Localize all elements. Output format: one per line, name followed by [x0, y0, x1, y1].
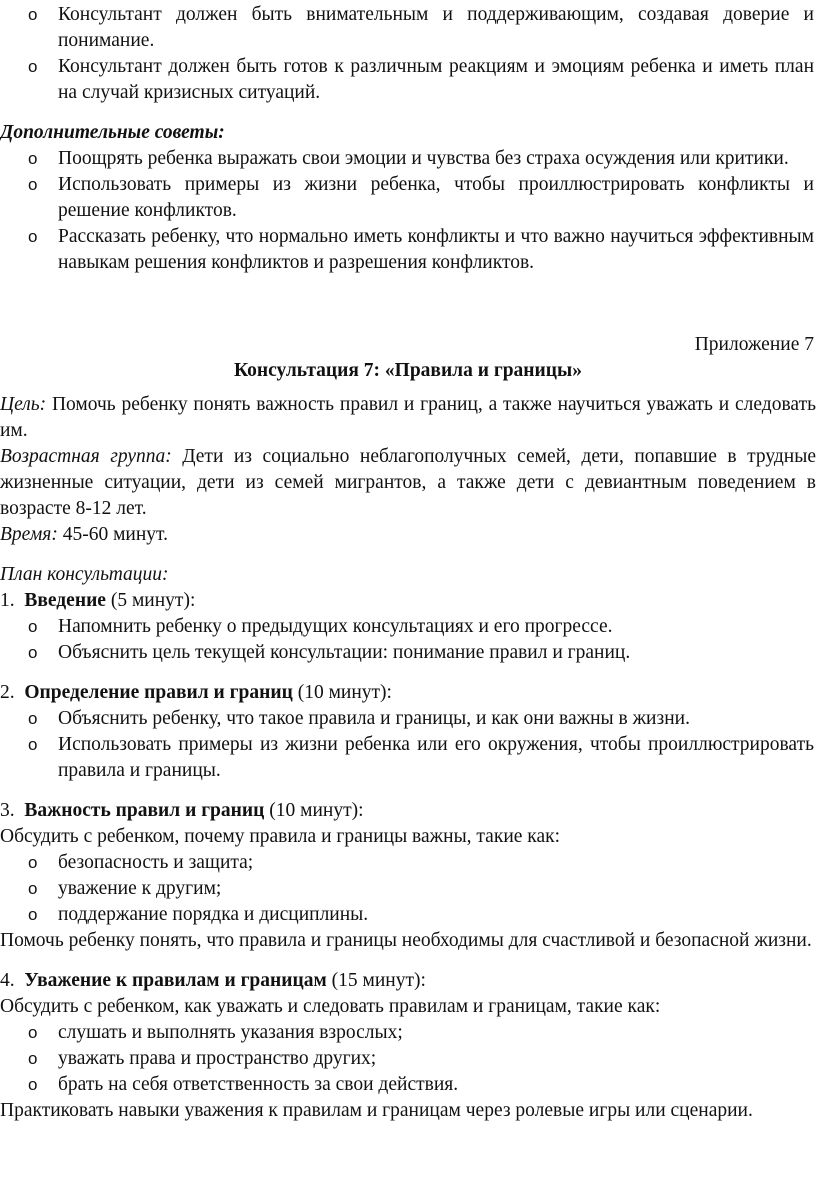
bullet-marker: o [28, 149, 38, 168]
section-heading: 4. Уважение к правилам и границам (15 минут): [0, 970, 426, 991]
time-text: 45-60 минут. [57, 524, 168, 545]
consultation-title: Консультация 7: «Правила и границы» [234, 360, 582, 381]
list-item: o поддержание порядка и дисциплины. [0, 902, 816, 928]
list-item: o Консультант должен быть внимательным и поддерживающим, создавая доверие и понимание. [28, 4, 814, 51]
list-item: o Поощрять ребенка выражать свои эмоции и чувства без страха осуждения или критики. [0, 146, 816, 172]
section-title: Определение правил и границ [24, 682, 293, 703]
plan-section-1 [0, 588, 816, 666]
bullet-marker: o [28, 853, 38, 872]
plan-section-4 [0, 968, 816, 1124]
plan-heading: План консультации: [0, 564, 169, 585]
bullet-marker: o [28, 735, 38, 754]
section-intro: Обсудить с ребенком, как уважать и следовать правилам и границам, такие как: [0, 996, 661, 1017]
advice-heading: Дополнительные советы: [0, 122, 225, 143]
section-intro: Обсудить с ребенком, почему правила и границы важны, такие как: [0, 826, 561, 847]
age-paragraph [0, 444, 816, 522]
time-paragraph [0, 522, 816, 548]
list-item: o брать на себя ответственность за свои действия. [0, 1072, 816, 1098]
goal-label: Цель: [0, 394, 47, 415]
bullet-marker: o [28, 617, 38, 636]
plan-section-2 [0, 680, 816, 784]
plan-section-3 [0, 798, 816, 954]
section-heading: 1. Введение (5 минут): [0, 590, 196, 611]
list-item: o Напомнить ребенку о предыдущих консультациях и его прогрессе. [0, 614, 816, 640]
section-title: Важность правил и границ [24, 800, 265, 821]
list-item: o Консультант должен быть готов к различным реакциям и эмоциям ребенка и иметь план на случай кризисных ситуаций. [28, 56, 814, 103]
bullet-marker: o [28, 1023, 38, 1042]
age-text: Дети из социально неблагополучных семей, дети, попавшие в трудные жизненные ситуации, дети из семей мигрантов, а также дети с девиантным поведением в возрасте 8-12 лет. [0, 446, 816, 519]
section-outro: Помочь ребенку понять, что правила и границы необходимы для счастливой и безопасной жизни. [0, 930, 812, 951]
list-item: o Объяснить ребенку, что такое правила и границы, и как они важны в жизни. [0, 706, 816, 732]
advice-list [0, 146, 816, 276]
list-item: o слушать и выполнять указания взрослых; [0, 1020, 816, 1046]
top-bullet-list [0, 2, 816, 106]
list-item: o Объяснить цель текущей консультации: понимание правил и границ. [0, 640, 816, 666]
list-item: o безопасность и защита; [0, 850, 816, 876]
list-item: o уважение к другим; [0, 876, 816, 902]
section-duration: (10 минут): [292, 682, 392, 703]
goal-paragraph [0, 392, 816, 444]
list-item: o Рассказать ребенку, что нормально иметь конфликты и что важно научиться эффективным навыкам решения конфликтов и разрешения конфликтов. [28, 226, 814, 273]
appendix-label: Приложение 7 [694, 334, 814, 355]
bullet-marker: o [28, 5, 38, 24]
list-item: o уважать права и пространство других; [0, 1046, 816, 1072]
goal-text: Помочь ребенку понять важность правил и границ, а также научиться уважать и следовать им. [0, 394, 816, 441]
document-page [0, 2, 816, 1124]
bullet-marker: o [28, 879, 38, 898]
bullet-marker: o [28, 1049, 38, 1068]
section-outro: Практиковать навыки уважения к правилам и границам через ролевые игры или сценарии. [0, 1100, 753, 1121]
bullet-marker: o [28, 1075, 38, 1094]
section-duration: (15 минут): [326, 970, 426, 991]
bullet-marker: o [28, 227, 38, 246]
bullet-marker: o [28, 175, 38, 194]
bullet-marker: o [28, 643, 38, 662]
section-title: Введение [24, 590, 106, 611]
section-heading: 3. Важность правил и границ (10 минут): [0, 800, 364, 821]
bullet-marker: o [28, 905, 38, 924]
bullet-marker: o [28, 57, 38, 76]
age-label: Возрастная группа: [0, 446, 172, 467]
list-item: o Использовать примеры из жизни ребенка, чтобы проиллюстрировать конфликты и решение конфликтов. [28, 174, 814, 221]
section-duration: (10 минут): [264, 800, 364, 821]
section-title: Уважение к правилам и границам [24, 970, 327, 991]
section-heading: 2. Определение правил и границ (10 минут): [0, 682, 392, 703]
list-item: o Использовать примеры из жизни ребенка или его окружения, чтобы проиллюстрировать правила и границы. [28, 734, 814, 781]
bullet-marker: o [28, 709, 38, 728]
section-duration: (5 минут): [105, 590, 196, 611]
time-label: Время: [0, 524, 58, 545]
